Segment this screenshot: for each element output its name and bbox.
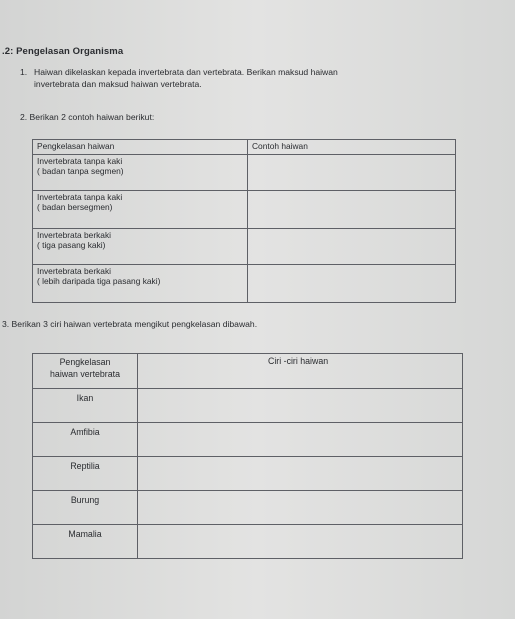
classification-line-2: ( lebih daripada tiga pasang kaki)	[37, 276, 161, 286]
vertebrate-class-cell: Burung	[33, 491, 138, 525]
vertebrate-class-cell: Ikan	[33, 389, 138, 423]
table-row	[33, 491, 463, 525]
table-row	[33, 525, 463, 559]
classification-cell	[33, 229, 248, 265]
classification-line-1: Invertebrata tanpa kaki	[37, 156, 123, 166]
answer-cell[interactable]	[138, 423, 463, 457]
vertebrate-class-cell: Reptilia	[33, 457, 138, 491]
table-row	[33, 155, 456, 191]
question-3: 3. Berikan 3 ciri haiwan vertebrata mengikut pengkelasan dibawah.	[2, 319, 258, 329]
classification-line-1: Invertebrata tanpa kaki	[37, 192, 123, 202]
question-1	[20, 66, 440, 90]
classification-cell	[33, 265, 248, 303]
table-row	[33, 265, 456, 303]
answer-cell[interactable]	[248, 229, 456, 265]
classification-line-2: ( badan tanpa segmen)	[37, 166, 124, 176]
answer-cell[interactable]	[248, 191, 456, 229]
classification-cell	[33, 155, 248, 191]
question-1-number: 1.	[20, 67, 28, 77]
column-header-vertebrate-class	[33, 354, 138, 389]
table-row	[33, 191, 456, 229]
answer-cell[interactable]	[138, 457, 463, 491]
column-header-characteristics: Ciri -ciri haiwan	[138, 354, 463, 389]
answer-cell[interactable]	[138, 525, 463, 559]
classification-line-2: ( badan bersegmen)	[37, 202, 113, 212]
answer-cell[interactable]	[138, 491, 463, 525]
invertebrate-table	[32, 139, 456, 303]
vertebrate-table	[32, 353, 463, 559]
table-row	[33, 389, 463, 423]
vertebrate-class-cell: Amfibia	[33, 423, 138, 457]
answer-cell[interactable]	[138, 389, 463, 423]
section-heading: .2: Pengelasan Organisma	[2, 46, 124, 57]
table-row	[33, 423, 463, 457]
question-1-line-2: invertebrata dan maksud haiwan vertebrata.	[34, 79, 202, 89]
question-2: 2. Berikan 2 contoh haiwan berikut:	[20, 112, 155, 122]
table-header-row	[33, 354, 463, 389]
table-row	[33, 457, 463, 491]
column-header-classification: Pengkelasan haiwan	[33, 140, 248, 155]
classification-line-2: ( tiga pasang kaki)	[37, 240, 106, 250]
classification-line-1: Invertebrata berkaki	[37, 230, 112, 240]
vertebrate-class-cell: Mamalia	[33, 525, 138, 559]
answer-cell[interactable]	[248, 265, 456, 303]
answer-cell[interactable]	[248, 155, 456, 191]
question-1-line-1: Haiwan dikelaskan kepada invertebrata dan vertebrata. Berikan maksud haiwan	[34, 67, 338, 77]
header-line-2: haiwan vertebrata	[50, 369, 120, 379]
header-line-1: Pengkelasan	[59, 357, 111, 367]
table-row	[33, 229, 456, 265]
classification-cell	[33, 191, 248, 229]
classification-line-1: Invertebrata berkaki	[37, 266, 112, 276]
table-header-row	[33, 140, 456, 155]
column-header-example: Contoh haiwan	[248, 140, 456, 155]
